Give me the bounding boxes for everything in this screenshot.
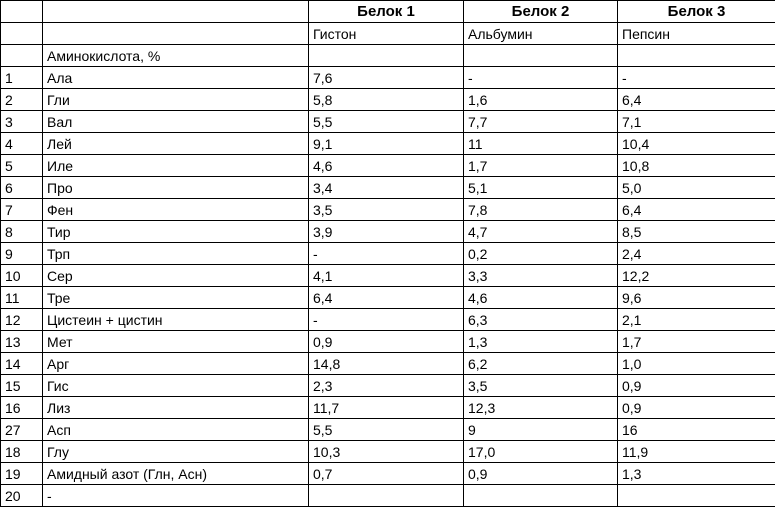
table-row <box>1 287 775 309</box>
table-row <box>1 199 775 221</box>
value-protein-1: 0,7 <box>309 463 464 485</box>
amino-acid-name: Мет <box>43 331 309 353</box>
value-protein-1: 4,1 <box>309 265 464 287</box>
value-protein-2: 7,7 <box>464 111 618 133</box>
value-protein-1: 11,7 <box>309 397 464 419</box>
value-protein-3: 7,1 <box>618 111 775 133</box>
value-protein-2: 11 <box>464 133 618 155</box>
section-cell-index <box>1 45 43 67</box>
row-index: 13 <box>1 331 43 353</box>
value-protein-2: 6,3 <box>464 309 618 331</box>
amino-acid-name: Трп <box>43 243 309 265</box>
amino-acid-name: Вал <box>43 111 309 133</box>
row-index: 18 <box>1 441 43 463</box>
table-body <box>1 1 775 507</box>
section-label: Аминокислота, % <box>43 45 309 67</box>
value-protein-3: 1,0 <box>618 353 775 375</box>
table-row <box>1 243 775 265</box>
amino-acid-name: Тир <box>43 221 309 243</box>
header-protein-3: Белок 3 <box>618 1 775 23</box>
amino-acid-name: Глу <box>43 441 309 463</box>
value-protein-2: 9 <box>464 419 618 441</box>
value-protein-1: 14,8 <box>309 353 464 375</box>
value-protein-2: 1,7 <box>464 155 618 177</box>
value-protein-1: 10,3 <box>309 441 464 463</box>
value-protein-1: 5,5 <box>309 419 464 441</box>
header-protein-1: Белок 1 <box>309 1 464 23</box>
value-protein-2: 4,6 <box>464 287 618 309</box>
row-index: 4 <box>1 133 43 155</box>
value-protein-3: 12,2 <box>618 265 775 287</box>
value-protein-1: 0,9 <box>309 331 464 353</box>
amino-acid-name: Цистеин + цистин <box>43 309 309 331</box>
row-index: 11 <box>1 287 43 309</box>
amino-acid-name: Амидный азот (Глн, Асн) <box>43 463 309 485</box>
table-row <box>1 221 775 243</box>
amino-acid-name: Фен <box>43 199 309 221</box>
row-index: 9 <box>1 243 43 265</box>
amino-acid-name: Лиз <box>43 397 309 419</box>
value-protein-1: 9,1 <box>309 133 464 155</box>
value-protein-1: - <box>309 243 464 265</box>
row-index: 2 <box>1 89 43 111</box>
value-protein-2 <box>464 485 618 507</box>
value-protein-3: 16 <box>618 419 775 441</box>
row-index: 27 <box>1 419 43 441</box>
row-index: 10 <box>1 265 43 287</box>
value-protein-3: 5,0 <box>618 177 775 199</box>
row-index: 19 <box>1 463 43 485</box>
table-row <box>1 265 775 287</box>
row-index: 15 <box>1 375 43 397</box>
value-protein-2: 12,3 <box>464 397 618 419</box>
value-protein-3: 9,6 <box>618 287 775 309</box>
table-row <box>1 67 775 89</box>
value-protein-3: 0,9 <box>618 397 775 419</box>
row-index: 8 <box>1 221 43 243</box>
value-protein-3: 11,9 <box>618 441 775 463</box>
protein-names-cell-index <box>1 23 43 45</box>
table-row <box>1 441 775 463</box>
value-protein-3: 6,4 <box>618 199 775 221</box>
amino-acid-name: Иле <box>43 155 309 177</box>
row-index: 7 <box>1 199 43 221</box>
table-row <box>1 353 775 375</box>
value-protein-3: 1,7 <box>618 331 775 353</box>
row-index: 5 <box>1 155 43 177</box>
value-protein-2: 5,1 <box>464 177 618 199</box>
value-protein-1: 6,4 <box>309 287 464 309</box>
row-index: 3 <box>1 111 43 133</box>
amino-acid-name: - <box>43 485 309 507</box>
section-label-row <box>1 45 775 67</box>
value-protein-3: 1,3 <box>618 463 775 485</box>
header-cell-index <box>1 1 43 23</box>
header-protein-2: Белок 2 <box>464 1 618 23</box>
value-protein-3: 2,4 <box>618 243 775 265</box>
row-index: 16 <box>1 397 43 419</box>
value-protein-1: 3,4 <box>309 177 464 199</box>
value-protein-3 <box>618 485 775 507</box>
row-index: 12 <box>1 309 43 331</box>
value-protein-2: 17,0 <box>464 441 618 463</box>
table-row <box>1 463 775 485</box>
value-protein-2: 3,5 <box>464 375 618 397</box>
amino-acid-name: Сер <box>43 265 309 287</box>
section-cell-2 <box>464 45 618 67</box>
value-protein-2: 1,3 <box>464 331 618 353</box>
row-index: 14 <box>1 353 43 375</box>
amino-acid-name: Арг <box>43 353 309 375</box>
row-index: 6 <box>1 177 43 199</box>
value-protein-3: 10,8 <box>618 155 775 177</box>
protein-names-row <box>1 23 775 45</box>
header-row <box>1 1 775 23</box>
value-protein-3: 2,1 <box>618 309 775 331</box>
value-protein-2: - <box>464 67 618 89</box>
value-protein-1: - <box>309 309 464 331</box>
row-index: 20 <box>1 485 43 507</box>
table-row <box>1 309 775 331</box>
value-protein-2: 7,8 <box>464 199 618 221</box>
value-protein-1: 5,8 <box>309 89 464 111</box>
table-row <box>1 133 775 155</box>
table-row <box>1 155 775 177</box>
value-protein-1: 2,3 <box>309 375 464 397</box>
amino-acid-name: Про <box>43 177 309 199</box>
value-protein-3: 8,5 <box>618 221 775 243</box>
value-protein-1: 5,5 <box>309 111 464 133</box>
value-protein-2: 4,7 <box>464 221 618 243</box>
protein-name-1: Гистон <box>309 23 464 45</box>
value-protein-1: 3,9 <box>309 221 464 243</box>
row-index: 1 <box>1 67 43 89</box>
value-protein-2: 1,6 <box>464 89 618 111</box>
table-row <box>1 375 775 397</box>
table-row <box>1 419 775 441</box>
table-row <box>1 89 775 111</box>
section-cell-3 <box>618 45 775 67</box>
protein-name-2: Альбумин <box>464 23 618 45</box>
table-row <box>1 485 775 507</box>
value-protein-2: 0,9 <box>464 463 618 485</box>
header-cell-label <box>43 1 309 23</box>
table-row <box>1 397 775 419</box>
value-protein-1: 7,6 <box>309 67 464 89</box>
table-row <box>1 331 775 353</box>
amino-acid-name: Асп <box>43 419 309 441</box>
value-protein-2: 3,3 <box>464 265 618 287</box>
amino-acid-name: Гис <box>43 375 309 397</box>
amino-acid-name: Лей <box>43 133 309 155</box>
section-cell-1 <box>309 45 464 67</box>
value-protein-1: 3,5 <box>309 199 464 221</box>
value-protein-3: 6,4 <box>618 89 775 111</box>
value-protein-2: 0,2 <box>464 243 618 265</box>
amino-acid-name: Тре <box>43 287 309 309</box>
amino-acid-name: Гли <box>43 89 309 111</box>
table-row <box>1 177 775 199</box>
value-protein-3: 10,4 <box>618 133 775 155</box>
value-protein-2: 6,2 <box>464 353 618 375</box>
value-protein-3: - <box>618 67 775 89</box>
value-protein-1 <box>309 485 464 507</box>
protein-names-cell-label <box>43 23 309 45</box>
amino-acid-name: Ала <box>43 67 309 89</box>
value-protein-1: 4,6 <box>309 155 464 177</box>
protein-name-3: Пепсин <box>618 23 775 45</box>
table-row <box>1 111 775 133</box>
value-protein-3: 0,9 <box>618 375 775 397</box>
